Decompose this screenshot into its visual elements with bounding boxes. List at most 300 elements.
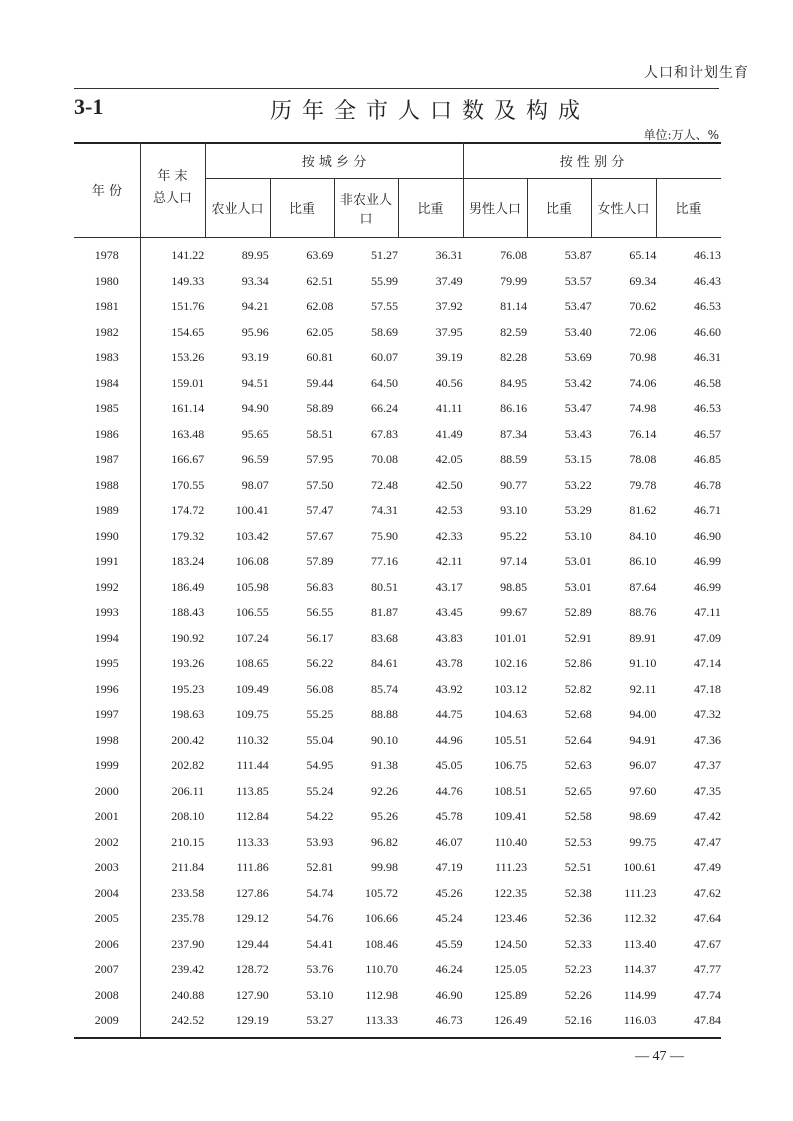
cell-nonagri: 92.26 <box>370 783 398 798</box>
cell-agri: 98.07 <box>241 477 269 492</box>
cell-nonagri-pct: 42.11 <box>436 554 463 568</box>
cell-nonagri: 96.82 <box>370 834 398 849</box>
cell-agri-pct: 54.74 <box>306 885 334 900</box>
cell-nonagri: 60.07 <box>370 350 398 364</box>
cell-nonagri: 88.88 <box>370 707 398 721</box>
table-body <box>74 243 721 1034</box>
cell-nonagri: 74.31 <box>370 503 398 517</box>
cell-total: 193.26 <box>171 656 205 670</box>
cell-total: 195.23 <box>171 681 205 696</box>
cell-nonagri: 72.48 <box>370 477 398 492</box>
cell-total: 183.24 <box>171 554 205 568</box>
cell-agri-pct: 56.08 <box>306 681 334 696</box>
cell-nonagri-pct: 37.92 <box>435 299 463 313</box>
cell-male-pct: 52.63 <box>564 758 592 772</box>
table-bottom-rule <box>74 1037 721 1039</box>
cell-agri-pct: 55.25 <box>306 707 334 721</box>
cell-agri: 127.86 <box>235 885 269 900</box>
cell-male: 82.59 <box>500 324 528 339</box>
cell-male: 81.14 <box>500 299 528 313</box>
table-row <box>74 983 721 1009</box>
cell-female: 99.75 <box>629 834 657 849</box>
cell-year: 1995 <box>94 656 119 670</box>
page-number: — 47 — <box>635 1049 684 1064</box>
cell-total: 179.32 <box>171 528 205 543</box>
cell-nonagri: 67.83 <box>370 426 398 441</box>
cell-nonagri: 70.08 <box>370 452 398 466</box>
cell-female: 113.40 <box>623 936 657 951</box>
cell-agri-pct: 57.95 <box>306 452 334 466</box>
cell-agri-pct: 62.51 <box>306 273 334 288</box>
cell-female: 74.06 <box>629 375 657 390</box>
cell-female-pct: 46.90 <box>693 528 721 543</box>
cell-agri: 94.51 <box>241 375 269 390</box>
cell-agri: 100.41 <box>235 503 269 517</box>
cell-year: 2008 <box>94 987 119 1002</box>
cell-male: 93.10 <box>500 503 528 517</box>
cell-nonagri-pct: 36.31 <box>435 248 463 262</box>
cell-agri-pct: 54.95 <box>306 758 334 772</box>
table-row <box>74 728 721 754</box>
cell-nonagri: 91.38 <box>370 758 398 772</box>
cell-agri: 110.32 <box>236 732 269 747</box>
cell-year: 2004 <box>94 885 119 900</box>
cell-nonagri: 95.26 <box>370 809 398 823</box>
cell-nonagri-pct: 45.05 <box>435 758 463 772</box>
cell-female: 69.34 <box>629 273 657 288</box>
cell-agri-pct: 56.17 <box>306 630 334 645</box>
cell-year: 2006 <box>94 936 119 951</box>
cell-nonagri-pct: 43.78 <box>435 656 463 670</box>
cell-total: 163.48 <box>171 426 205 441</box>
cell-year: 1991 <box>94 554 119 568</box>
cell-year: 2007 <box>94 962 119 976</box>
cell-female: 76.14 <box>629 426 657 441</box>
cell-female-pct: 46.60 <box>693 324 721 339</box>
cell-agri: 106.08 <box>235 554 269 568</box>
cell-female-pct: 46.78 <box>693 477 721 492</box>
cell-male-pct: 52.38 <box>564 885 592 900</box>
cell-total: 161.14 <box>171 401 205 415</box>
cell-agri-pct: 53.27 <box>306 1013 334 1027</box>
table-row <box>74 575 721 601</box>
cell-nonagri-pct: 44.96 <box>435 732 463 747</box>
cell-total: 141.22 <box>171 248 205 262</box>
cell-agri-pct: 60.81 <box>306 350 334 364</box>
cell-female: 81.62 <box>629 503 657 517</box>
cell-female-pct: 47.35 <box>693 783 721 798</box>
cell-year: 1994 <box>94 630 119 645</box>
cell-nonagri: 57.55 <box>370 299 398 313</box>
cell-year: 1993 <box>94 605 119 619</box>
cell-total: 211.84 <box>171 860 205 874</box>
cell-nonagri: 81.87 <box>370 605 398 619</box>
cell-total: 239.42 <box>171 962 205 976</box>
cell-male-pct: 52.86 <box>564 656 592 670</box>
cell-female: 96.07 <box>629 758 657 772</box>
cell-female: 98.69 <box>629 809 657 823</box>
col-header-year: 年 份 <box>91 184 123 199</box>
table-row <box>74 473 721 499</box>
cell-nonagri-pct: 47.19 <box>435 860 463 874</box>
cell-female-pct: 47.11 <box>694 605 721 619</box>
cell-male: 90.77 <box>500 477 528 492</box>
cell-total: 235.78 <box>171 911 205 925</box>
cell-male: 109.41 <box>494 809 528 823</box>
cell-agri-pct: 58.89 <box>306 401 334 415</box>
cell-male: 88.59 <box>500 452 528 466</box>
cell-year: 2003 <box>94 860 119 874</box>
cell-male-pct: 52.64 <box>564 732 592 747</box>
cell-female: 87.64 <box>629 579 657 594</box>
cell-agri-pct: 59.44 <box>306 375 334 390</box>
cell-male: 98.85 <box>500 579 528 594</box>
cell-female-pct: 47.74 <box>693 987 721 1002</box>
table-row <box>74 498 721 524</box>
cell-agri: 96.59 <box>241 452 269 466</box>
cell-year: 1983 <box>94 350 119 364</box>
cell-male: 97.14 <box>500 554 528 568</box>
cell-male-pct: 53.01 <box>564 579 592 594</box>
cell-male-pct: 53.40 <box>564 324 592 339</box>
cell-male-pct: 52.33 <box>564 936 592 951</box>
cell-nonagri: 105.72 <box>364 885 398 900</box>
cell-nonagri-pct: 39.19 <box>435 350 463 364</box>
table-row <box>74 830 721 856</box>
cell-female: 100.61 <box>623 860 657 874</box>
cell-total: 159.01 <box>171 375 205 390</box>
cell-agri-pct: 62.08 <box>306 299 334 313</box>
cell-year: 1987 <box>94 452 119 466</box>
cell-nonagri: 113.33 <box>365 1013 398 1027</box>
cell-year: 2009 <box>94 1013 119 1027</box>
cell-agri-pct: 53.76 <box>306 962 334 976</box>
cell-female-pct: 46.53 <box>693 299 721 313</box>
cell-male-pct: 53.47 <box>564 299 592 313</box>
cell-male-pct: 52.91 <box>564 630 592 645</box>
cell-male-pct: 52.51 <box>564 860 592 874</box>
cell-female-pct: 46.71 <box>693 503 721 517</box>
cell-total: 233.58 <box>171 885 205 900</box>
cell-female-pct: 47.64 <box>693 911 721 925</box>
cell-agri-pct: 54.22 <box>306 809 334 823</box>
cell-nonagri-pct: 42.53 <box>435 503 463 517</box>
cell-agri-pct: 57.67 <box>306 528 334 543</box>
cell-female: 79.78 <box>629 477 657 492</box>
cell-female-pct: 47.67 <box>693 936 721 951</box>
cell-nonagri-pct: 46.24 <box>435 962 463 976</box>
cell-female-pct: 47.49 <box>693 860 721 874</box>
col-header-agri-pct: 比重 <box>288 202 315 217</box>
unit-label: 单位:万人、% <box>643 128 719 142</box>
cell-agri: 129.19 <box>235 1013 269 1027</box>
cell-total: 237.90 <box>171 936 205 951</box>
cell-nonagri-pct: 41.11 <box>436 401 463 415</box>
cell-total: 151.76 <box>171 299 205 313</box>
cell-male-pct: 53.29 <box>564 503 592 517</box>
cell-year: 1997 <box>94 707 119 721</box>
cell-male: 125.05 <box>494 962 528 976</box>
cell-year: 2001 <box>94 809 119 823</box>
cell-female: 72.06 <box>629 324 657 339</box>
cell-agri: 95.65 <box>241 426 269 441</box>
cell-male-pct: 52.53 <box>564 834 592 849</box>
cell-female: 112.32 <box>623 911 657 925</box>
cell-male-pct: 53.57 <box>564 273 592 288</box>
cell-nonagri: 75.90 <box>370 528 398 543</box>
cell-male: 79.99 <box>500 273 528 288</box>
cell-nonagri: 80.51 <box>370 579 398 594</box>
cell-total: 174.72 <box>171 503 205 517</box>
cell-agri: 105.98 <box>235 579 269 594</box>
cell-agri: 103.42 <box>235 528 269 543</box>
col-header-male-pct: 比重 <box>545 202 572 217</box>
table-row <box>74 269 721 295</box>
cell-nonagri: 99.98 <box>370 860 398 874</box>
cell-year: 1990 <box>94 528 119 543</box>
cell-agri-pct: 56.83 <box>306 579 334 594</box>
cell-nonagri: 108.46 <box>364 936 398 951</box>
cell-male: 76.08 <box>500 248 528 262</box>
cell-female-pct: 47.36 <box>693 732 721 747</box>
cell-male: 105.51 <box>494 732 528 747</box>
cell-agri: 94.21 <box>241 299 269 313</box>
cell-male-pct: 53.10 <box>564 528 592 543</box>
cell-total: 153.26 <box>171 350 205 364</box>
cell-nonagri-pct: 46.73 <box>435 1013 463 1027</box>
cell-female: 70.62 <box>629 299 657 313</box>
table-row <box>74 677 721 703</box>
header-bottom-rule <box>74 237 721 238</box>
cell-year: 1986 <box>94 426 119 441</box>
cell-male-pct: 53.15 <box>564 452 592 466</box>
cell-female-pct: 46.85 <box>693 452 721 466</box>
col-header-nonagri-pct: 比重 <box>417 202 444 217</box>
cell-year: 1984 <box>94 375 119 390</box>
cell-agri-pct: 53.10 <box>306 987 334 1002</box>
cell-year: 1978 <box>94 248 119 262</box>
cell-female-pct: 47.32 <box>693 707 721 721</box>
cell-female-pct: 47.84 <box>693 1013 721 1027</box>
table-number: 3-1 <box>74 94 104 119</box>
cell-male-pct: 53.01 <box>564 554 592 568</box>
cell-year: 1992 <box>94 579 119 594</box>
cell-female-pct: 46.99 <box>693 554 721 568</box>
cell-nonagri: 106.66 <box>364 911 398 925</box>
cell-female: 74.98 <box>629 401 657 415</box>
table-row <box>74 804 721 830</box>
col-header-total-line2: 总人口 <box>152 190 192 206</box>
cell-nonagri-pct: 45.26 <box>435 885 463 900</box>
table-row <box>74 294 721 320</box>
cell-total: 166.67 <box>171 452 205 466</box>
cell-agri: 111.44 <box>236 758 269 772</box>
cell-nonagri-pct: 43.17 <box>435 579 463 594</box>
col-header-agri: 农业人口 <box>211 202 264 217</box>
cell-nonagri-pct: 45.78 <box>435 809 463 823</box>
cell-female: 86.10 <box>629 554 657 568</box>
cell-agri: 113.33 <box>236 834 269 849</box>
cell-total: 210.15 <box>171 834 205 849</box>
cell-female: 92.11 <box>629 681 657 696</box>
cell-agri-pct: 57.50 <box>306 477 334 492</box>
group-header-gender: 按 性 别 分 <box>559 154 625 170</box>
cell-year: 1980 <box>94 273 119 288</box>
cell-total: 208.10 <box>171 809 205 823</box>
cell-female: 91.10 <box>629 656 657 670</box>
cell-nonagri-pct: 37.49 <box>435 273 463 288</box>
table-title: 历年全市人口数及构成 <box>269 99 590 124</box>
cell-female-pct: 46.57 <box>693 426 721 441</box>
table-row <box>74 957 721 983</box>
table-row <box>74 881 721 907</box>
cell-male-pct: 52.23 <box>564 962 592 976</box>
cell-agri: 109.49 <box>235 681 269 696</box>
cell-year: 1982 <box>94 324 119 339</box>
cell-male-pct: 53.69 <box>564 350 592 364</box>
cell-nonagri-pct: 44.76 <box>435 783 463 798</box>
cell-female-pct: 47.62 <box>693 885 721 900</box>
table-row <box>74 626 721 652</box>
table-row <box>74 243 721 269</box>
cell-male: 122.35 <box>494 885 528 900</box>
cell-male: 110.40 <box>494 834 528 849</box>
cell-male: 86.16 <box>500 401 528 415</box>
cell-female-pct: 47.18 <box>693 681 721 696</box>
cell-total: 202.82 <box>171 758 205 772</box>
cell-male-pct: 52.82 <box>564 681 592 696</box>
table-row <box>74 651 721 677</box>
table-row <box>74 932 721 958</box>
cell-female: 84.10 <box>629 528 657 543</box>
cell-nonagri-pct: 46.07 <box>435 834 463 849</box>
cell-male: 111.23 <box>495 860 528 874</box>
cell-agri-pct: 56.22 <box>306 656 334 670</box>
col-header-nonagri: 非农业人口 <box>339 192 392 227</box>
cell-nonagri-pct: 42.50 <box>435 477 463 492</box>
section-header: 人口和计划生育 <box>644 65 749 81</box>
cell-agri-pct: 55.04 <box>306 732 334 747</box>
cell-nonagri: 84.61 <box>370 656 398 670</box>
cell-agri-pct: 53.93 <box>306 834 334 849</box>
cell-female: 116.03 <box>623 1013 657 1027</box>
cell-agri: 89.95 <box>241 248 269 262</box>
cell-male-pct: 52.16 <box>564 1013 592 1027</box>
cell-agri: 129.12 <box>235 911 269 925</box>
cell-agri-pct: 56.55 <box>306 605 334 619</box>
cell-nonagri: 77.16 <box>370 554 398 568</box>
cell-total: 186.49 <box>171 579 205 594</box>
cell-agri: 113.85 <box>236 783 269 798</box>
table-row <box>74 779 721 805</box>
cell-year: 1988 <box>94 477 119 492</box>
cell-male: 104.63 <box>494 707 528 721</box>
cell-male: 103.12 <box>494 681 528 696</box>
cell-female: 94.00 <box>629 707 657 721</box>
cell-female: 94.91 <box>629 732 657 747</box>
cell-male: 82.28 <box>500 350 528 364</box>
cell-female-pct: 46.53 <box>693 401 721 415</box>
cell-agri: 93.34 <box>241 273 269 288</box>
cell-agri-pct: 58.51 <box>306 426 334 441</box>
cell-male-pct: 52.68 <box>564 707 592 721</box>
cell-year: 1999 <box>94 758 119 772</box>
cell-total: 154.65 <box>171 324 205 339</box>
cell-nonagri: 83.68 <box>370 630 398 645</box>
cell-male-pct: 52.65 <box>564 783 592 798</box>
cell-agri: 109.75 <box>235 707 269 721</box>
cell-total: 188.43 <box>171 605 205 619</box>
table-row <box>74 855 721 881</box>
cell-nonagri-pct: 45.59 <box>435 936 463 951</box>
cell-female-pct: 46.31 <box>693 350 721 364</box>
cell-female: 65.14 <box>629 248 657 262</box>
cell-male-pct: 52.89 <box>564 605 592 619</box>
cell-year: 2005 <box>94 911 119 925</box>
cell-nonagri-pct: 45.24 <box>435 911 463 925</box>
table-row <box>74 524 721 550</box>
cell-female: 114.99 <box>623 987 657 1002</box>
table-row <box>74 396 721 422</box>
cell-agri-pct: 55.24 <box>306 783 334 798</box>
cell-nonagri-pct: 43.92 <box>435 681 463 696</box>
table-row <box>74 345 721 371</box>
cell-female-pct: 46.99 <box>693 579 721 594</box>
cell-total: 170.55 <box>171 477 205 492</box>
cell-agri-pct: 52.81 <box>306 860 334 874</box>
cell-nonagri-pct: 40.56 <box>435 375 463 390</box>
cell-agri: 95.96 <box>241 324 269 339</box>
cell-female: 70.98 <box>629 350 657 364</box>
cell-female: 88.76 <box>629 605 657 619</box>
cell-nonagri: 66.24 <box>370 401 398 415</box>
cell-year: 2002 <box>94 834 119 849</box>
cell-female-pct: 47.09 <box>693 630 721 645</box>
cell-female: 97.60 <box>629 783 657 798</box>
cell-female: 114.37 <box>623 962 657 976</box>
cell-nonagri-pct: 37.95 <box>435 324 463 339</box>
cell-year: 1985 <box>94 401 119 415</box>
cell-agri: 128.72 <box>235 962 269 976</box>
cell-agri: 127.90 <box>235 987 269 1002</box>
cell-male-pct: 53.22 <box>564 477 592 492</box>
cell-nonagri-pct: 43.83 <box>435 630 463 645</box>
cell-agri-pct: 57.89 <box>306 554 334 568</box>
cell-total: 198.63 <box>171 707 205 721</box>
cell-male: 108.51 <box>494 783 528 798</box>
cell-agri: 112.84 <box>236 809 269 823</box>
cell-year: 1998 <box>94 732 119 747</box>
cell-agri: 94.90 <box>241 401 269 415</box>
cell-agri: 129.44 <box>235 936 269 951</box>
col-header-male: 男性人口 <box>468 202 521 217</box>
cell-agri-pct: 62.05 <box>306 324 334 339</box>
cell-male-pct: 52.26 <box>564 987 592 1002</box>
cell-female-pct: 47.77 <box>693 962 721 976</box>
table-row <box>74 320 721 346</box>
cell-nonagri: 90.10 <box>370 732 398 747</box>
cell-total: 242.52 <box>171 1013 205 1027</box>
cell-female-pct: 46.13 <box>693 248 721 262</box>
cell-male: 84.95 <box>500 375 528 390</box>
cell-agri: 108.65 <box>235 656 269 670</box>
cell-male-pct: 53.42 <box>564 375 592 390</box>
cell-nonagri: 58.69 <box>370 324 398 339</box>
cell-nonagri: 51.27 <box>370 248 398 262</box>
cell-agri-pct: 57.47 <box>306 503 334 517</box>
cell-male: 125.89 <box>494 987 528 1002</box>
col-header-female: 女性人口 <box>597 202 650 217</box>
